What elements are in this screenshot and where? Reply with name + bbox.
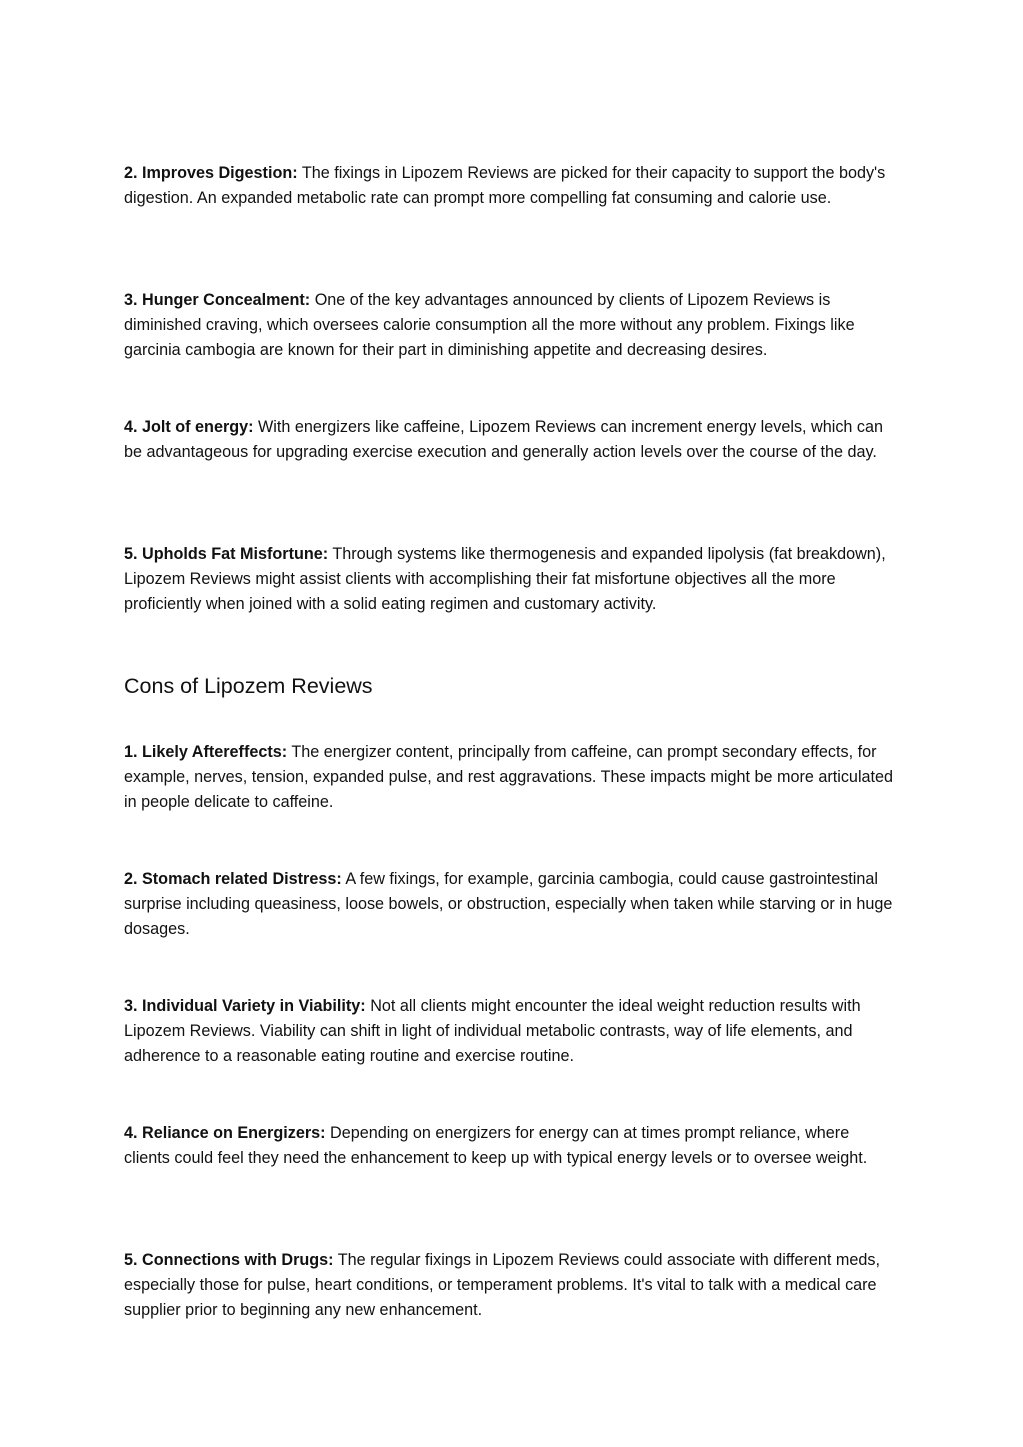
item-title: 2. Improves Digestion: — [124, 164, 298, 182]
item-text: The fixings in Lipozem Reviews are picked for their capacity to support the body's digestion. An expanded metabolic rate can prompt more compelling fat consuming and calorie use. — [124, 164, 886, 208]
item-text: The regular fixings in Lipozem Reviews could associate with different meds, especially those for pulse, heart conditions, or temperament problems. It's vital to talk with a medical care supplier prior to beginning any new enhancement. — [124, 1251, 880, 1320]
cons-item-viability — [124, 994, 899, 1070]
item-title: 4. Reliance on Energizers: — [124, 1124, 326, 1142]
item-title: 4. Jolt of energy: — [124, 418, 254, 436]
item-text: Depending on energizers for energy can at times prompt reliance, where clients could feel they need the enhancement to keep up with typical energy levels or to oversee weight. — [124, 1124, 868, 1168]
cons-item-reliance — [124, 1121, 899, 1171]
item-text: The energizer content, principally from caffeine, can prompt secondary effects, for example, nerves, tension, expanded pulse, and rest aggravations. These impacts might be more articulated in people delicate to caffeine. — [124, 743, 894, 812]
item-title: 5. Upholds Fat Misfortune: — [124, 545, 329, 563]
cons-item-aftereffects — [124, 740, 899, 816]
cons-item-drugs — [124, 1248, 899, 1324]
cons-heading: Cons of Lipozem Reviews — [124, 674, 373, 698]
pros-item-hunger — [124, 288, 899, 364]
item-text: A few fixings, for example, garcinia cambogia, could cause gastrointestinal surprise including queasiness, loose bowels, or obstruction, especially when taken while starving or in huge dosages. — [124, 870, 893, 939]
item-title: 1. Likely Aftereffects: — [124, 743, 288, 761]
pros-item-fat-loss — [124, 542, 899, 618]
item-title: 3. Individual Variety in Viability: — [124, 997, 366, 1015]
item-title: 2. Stomach related Distress: — [124, 870, 342, 888]
item-title: 5. Connections with Drugs: — [124, 1251, 334, 1269]
item-title: 3. Hunger Concealment: — [124, 291, 311, 309]
item-text: With energizers like caffeine, Lipozem Reviews can increment energy levels, which can be advantageous for upgrading exercise execution and generally action levels over the course of the day. — [124, 418, 884, 462]
cons-item-stomach — [124, 867, 899, 943]
item-text: Not all clients might encounter the ideal weight reduction results with Lipozem Reviews. Viability can shift in light of individual metabolic contrasts, way of life elements, and adherence to a reasonable eating routine and exercise routine. — [124, 997, 861, 1066]
item-text: One of the key advantages announced by clients of Lipozem Reviews is diminished craving, which oversees calorie consumption all the more without any problem. Fixings like garcinia cambogia are known for their part in diminishing appetite and decreasing desires. — [124, 291, 855, 360]
pros-item-energy — [124, 415, 899, 465]
item-text: Through systems like thermogenesis and expanded lipolysis (fat breakdown), Lipozem Reviews might assist clients with accomplishing their fat misfortune objectives all the more proficiently when joined with a solid eating regimen and customary activity. — [124, 545, 886, 614]
pros-item-digestion — [124, 161, 899, 211]
